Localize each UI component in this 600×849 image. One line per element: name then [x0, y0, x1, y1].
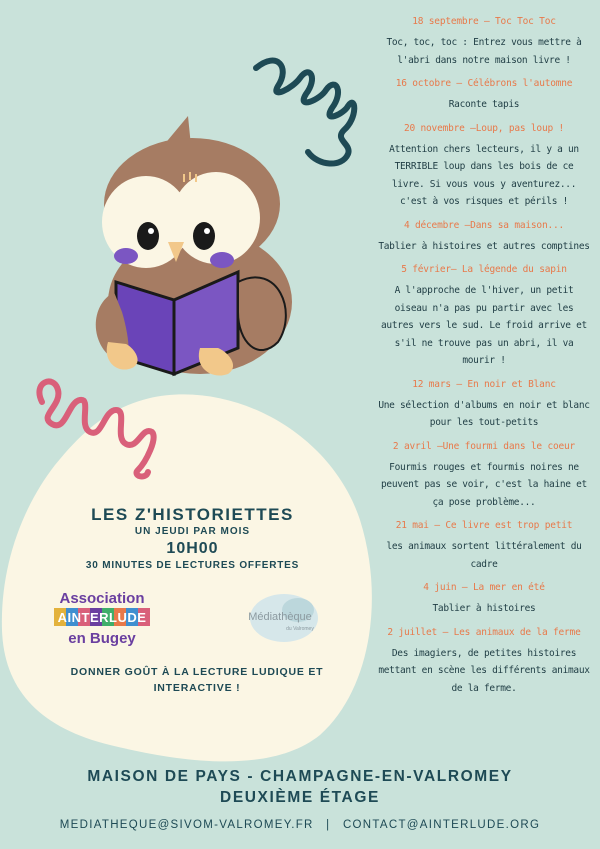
schedule-item [378, 75, 590, 114]
event-time: 10H00 [166, 540, 219, 557]
event-title: 16 octobre – Célébrons l'automne [395, 78, 573, 89]
event-description: Raconte tapis [448, 99, 520, 110]
owl-reading-illustration [88, 112, 318, 384]
event-description: Tablier à histoires [432, 603, 536, 614]
logo-text-bugey: en Bugey [68, 630, 136, 647]
logo-text-mediatheque: Médiathèque [248, 611, 312, 623]
event-subtitle: 30 MINUTES DE LECTURES OFFERTES [85, 560, 300, 571]
schedule-item [378, 13, 590, 69]
schedule-item [378, 261, 590, 370]
event-description: Tablier à histoires et autres comptines [378, 240, 590, 252]
event-description: A l'approche de l'hiver, un petit oiseau n'a pas pu partir avec les autres vers le sud. Le froid arrive et s'il ne trouve pas un abri, il va mourir ! [381, 285, 587, 366]
event-frequency: UN JEUDI PAR MOIS [134, 526, 251, 537]
mediatheque-logo [240, 590, 324, 646]
event-title: 21 mai – Ce livre est trop petit [395, 520, 573, 531]
event-headline [60, 505, 325, 571]
venue-block [0, 766, 600, 808]
tagline: DONNER GOÛT À LA LECTURE LUDIQUE ET INTERACTIVE ! [70, 666, 324, 694]
mediatheque-email-link[interactable]: MEDIATHEQUE@SIVOM-VALROMEY.FR [59, 819, 314, 831]
schedule-item [378, 217, 590, 256]
schedule-list [378, 13, 590, 703]
association-ainterlude-logo [52, 588, 152, 650]
ainterlude-email-link[interactable]: CONTACT@AINTERLUDE.ORG [342, 819, 541, 831]
event-name: LES Z'HISTORIETTES [91, 505, 294, 524]
contact-separator: | [326, 819, 331, 831]
event-title: 12 mars – En noir et Blanc [412, 378, 556, 390]
event-description: Toc, toc, toc : Entrez vous mettre à l'abri dans notre maison livre ! [386, 37, 582, 66]
event-title: 2 avril –Une fourmi dans le coeur [392, 440, 576, 452]
logo-text-valromey: du Valromey [286, 626, 314, 632]
logo-text-ainterlude: AINTERLUDE [57, 610, 147, 625]
schedule-item [378, 438, 590, 512]
event-title: 4 juin – La mer en été [423, 582, 545, 593]
pink-spring-icon [28, 372, 158, 482]
contact-line [0, 819, 600, 831]
schedule-item [378, 579, 590, 618]
schedule-item [378, 376, 590, 432]
event-title: 18 septembre – Toc Toc Toc [412, 16, 556, 27]
event-description: Des imagiers, de petites histoires mettant en scène les différents animaux de la ferme. [378, 647, 590, 694]
event-title: 4 décembre –Dans sa maison... [403, 219, 565, 231]
event-title: 5 février– La légende du sapin [401, 264, 567, 275]
venue-line: MAISON DE PAYS - CHAMPAGNE-EN-VALROMEY [87, 768, 513, 785]
event-description: les animaux sortent littéralement du cadre [386, 541, 582, 570]
event-description: Une sélection d'albums en noir et blanc pour les tout-petits [378, 399, 590, 428]
venue-floor: DEUXIÈME ÉTAGE [220, 789, 380, 806]
schedule-item [378, 624, 590, 698]
schedule-item [378, 517, 590, 573]
event-description: Attention chers lecteurs, il y a un TERRIBLE loup dans les bois de ce livre. Si vous vous y aventurez... c'est à vos risques et périls ! [389, 143, 579, 207]
schedule-item [378, 120, 590, 211]
event-description: Fourmis rouges et fourmis noires ne peuvent pas se voir, c'est la haine et ça pose problème... [381, 461, 587, 508]
event-title: 20 novembre –Loup, pas loup ! [403, 122, 565, 134]
logo-text-association: Association [59, 590, 145, 607]
event-title: 2 juillet – Les animaux de la ferme [387, 626, 581, 638]
